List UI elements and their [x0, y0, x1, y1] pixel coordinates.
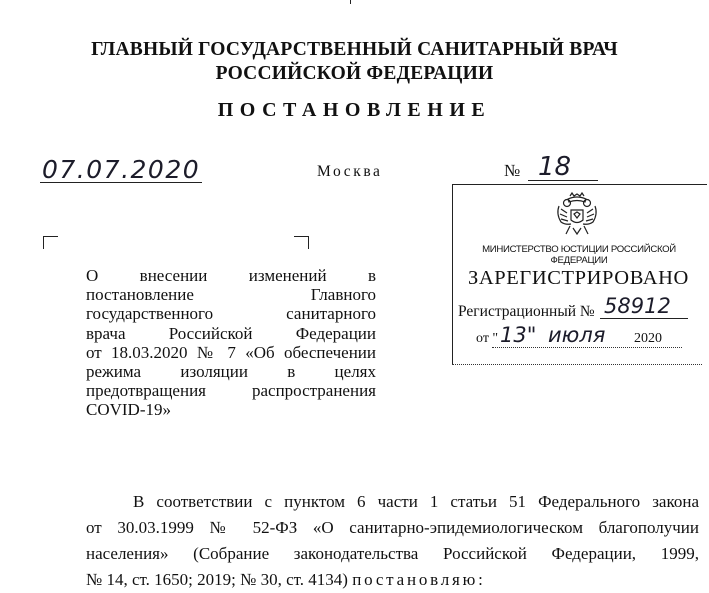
- issuer-heading: [0, 38, 709, 86]
- body-line: В соответствии с пунктом 6 части 1 статьи 51 Федерального закона: [133, 492, 699, 511]
- registration-year: 2020: [634, 331, 662, 346]
- document-type: ПОСТАНОВЛЕНИЕ: [217, 99, 492, 121]
- subject-line: государственного санитарного: [86, 304, 376, 324]
- registration-date-label: от ": [476, 331, 499, 346]
- registration-number: 58912: [604, 294, 671, 318]
- page-tick-mark: [350, 0, 357, 4]
- body-line: населения» (Собрание законодательства Российской Федерации, 1999,: [86, 544, 699, 563]
- ministry-name: МИНИСТЕРСТВО ЮСТИЦИИ РОССИЙСКОЙ ФЕДЕРАЦИИ: [482, 244, 676, 266]
- document-city: Москва: [317, 163, 383, 180]
- stamp-border-bottom: [452, 364, 702, 365]
- subject-block: [86, 266, 376, 420]
- issuer-line-1: ГЛАВНЫЙ ГОСУДАРСТВЕННЫЙ САНИТАРНЫЙ ВРАЧ: [91, 39, 618, 60]
- stamp-border-left: [452, 184, 453, 364]
- registration-stamp: [452, 184, 709, 369]
- number-label: №: [504, 161, 521, 180]
- registration-number-underline: [600, 318, 688, 319]
- subject-line: О внесении изменений в: [86, 266, 376, 285]
- registered-label: ЗАРЕГИСТРИРОВАНО: [468, 267, 689, 289]
- registration-day: 13": [500, 323, 537, 347]
- document-number: 18: [538, 152, 572, 182]
- body-paragraph: [86, 489, 699, 593]
- subject-line: постановление Главного: [86, 285, 376, 305]
- resolve-word: постановляю:: [352, 570, 486, 589]
- subject-line: врача Российской Федерации: [86, 323, 376, 343]
- subject-corner-right: [294, 236, 309, 249]
- body-line: от 30.03.1999 № 52-ФЗ «О санитарно-эпидемиологическом благополучии: [86, 518, 699, 537]
- number-underline: [528, 180, 598, 181]
- date-underline: [40, 182, 202, 183]
- stamp-border-top: [452, 184, 707, 185]
- registration-month: июля: [548, 323, 606, 347]
- document-date: 07.07.2020: [42, 155, 201, 184]
- issuer-line-2: РОССИЙСКОЙ ФЕДЕРАЦИИ: [215, 63, 494, 84]
- body-line: [86, 567, 699, 593]
- registration-number-label: Регистрационный №: [458, 303, 595, 320]
- subject-line: COVID-19»: [86, 400, 171, 420]
- registration-date-line: [492, 347, 682, 348]
- coat-of-arms-icon: [553, 190, 601, 238]
- subject-line: режима изоляции в целях: [86, 362, 376, 382]
- subject-corner-left: [43, 236, 58, 249]
- subject-line: от 18.03.2020 № 7 «Об обеспечении: [86, 342, 376, 362]
- body-citation: № 14, ст. 1650; 2019; № 30, ст. 4134): [86, 570, 348, 589]
- subject-line: предотвращения распространения: [86, 381, 376, 401]
